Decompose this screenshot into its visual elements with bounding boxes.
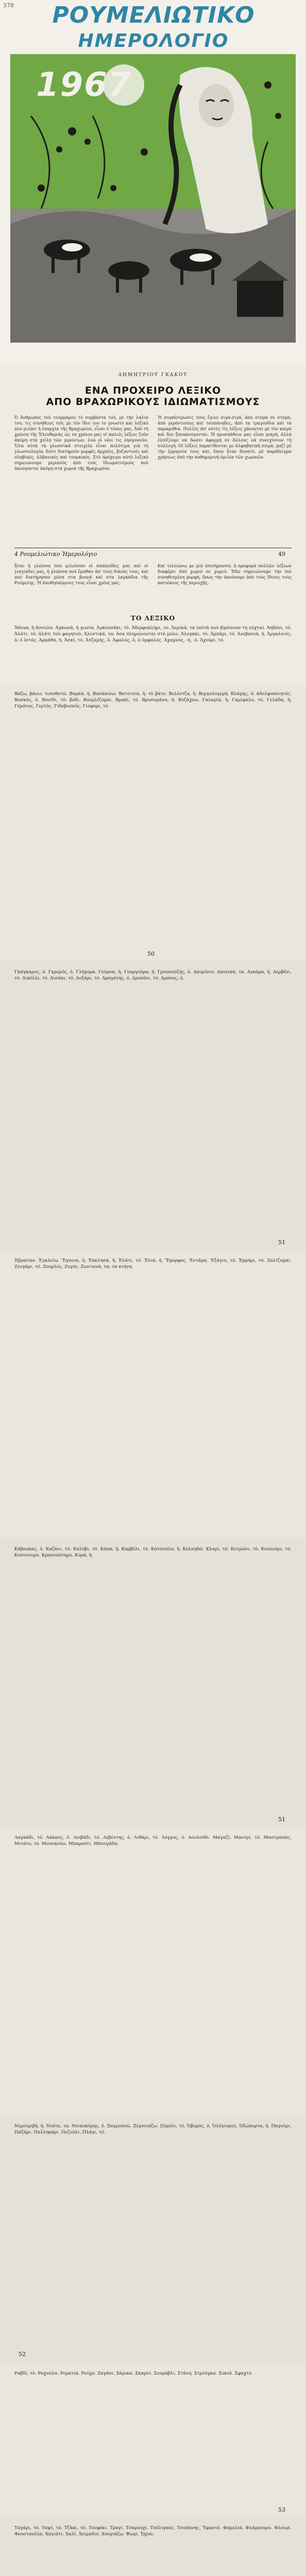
lexicon-entries-start: Ἄδουα, ἡ ἄσουλα. Ἀγκωνᾶ, ἡ γωνία. Ἀγκουσάκι, τὸ. Ἀδερφοκλήρι, το. Ἀερικά, τα (αὐτὰ πού βγαίνουν τη νύχτα). Ἀηδόνι, τό. Ἀλάτι, τό: ἀλάτι τοῦ φαγητοῦ. Ἀλεστικά, τα: ὅσα πληρώνονται στὸ μύλο. Ἀλογάκι, τό. Ἀμπάρι, τό. Ἀνεβασιά, ἡ. Ἀργαλειός, ὁ: ὁ ἱστός. Ἀρμάθα, ἡ. Ἀσκί, τό. Ἀτζαμής, ὁ. Ἀφαλός, ὁ, ὁ ὀμφαλός. Ἀχαμνός, -ή, -ό. Ἀχούρι, τό. (14, 625, 292, 643)
margin-number: 378 (3, 2, 14, 9)
running-head: 4 Ρουμελιώτικο Ἡμερολόγιο (14, 551, 97, 557)
lexicon-page-52b (0, 2115, 306, 2362)
article-opening-page (0, 363, 306, 683)
lexicon-entries: Κάβουκας, ὁ. Καζάνι, τό. Καλύβι, τό. Κάπα, ἡ. Καρβέλι, τό. Κατσούλα, ἡ. Κελαηδῶ. Κλαρί, τό. Κοτρώνι, τό. Κουλούρι, τό. Κούτσουρο. Κρασοπότηρο. Κυρά, ἡ. (14, 1547, 292, 1558)
text-column-right: Ἡ συγκέντρωσις τους ἔγινε σιγά-σιγά, ἀπὸ στόμα σε στόμα, ἀπὸ γερόντισσες καὶ τσοπάνηδες, ἀπὸ τα τραγούδια καὶ τὰ παραμύθια. Πολλές ἀπ' αὐτές τὶς λέξεις χάνονται μὲ τὸν καιρό καὶ δεν ξανακούγονται. Ἡ προσπάθεια μας εἶναι μικρή, ἀλλὰ ἐλπίζουμε νὰ δώσει ἀφορμή σε ἄλλους νὰ συνεχίσουν τὴ συλλογή. Οἱ λέξεις παρατίθενται με ἀλφαβητική σειρά, μαζί μὲ τὴν ἑρμηνεία τους καὶ, ὅπου ἦταν δυνατό, μὲ παράδειγμα χρήσεως ἀπὸ τὴν καθημερινή ὁμιλία τῶν χωρικῶν. (158, 415, 292, 460)
page-number: 51 (278, 1816, 285, 1823)
page-number: 50 (147, 951, 155, 957)
lexicon-entries: Ταγάρι, τό. Ταψί, τό. Τζάκι, τό. Τουφέκι. Τραγί. Τσαρούχι. Τσέλιγκας. Τσοπάνης. Ὑφαντό. Φαμελιά. Φλάμπουρο. Φλουρί. Φουστανέλα. Χαγιάτι. Χαλί. Χειμαδιό. Χουγιάζω. Ψωμί. Ὤχου. (14, 2526, 292, 2537)
lexicon-page-53a (0, 2362, 306, 2517)
lexicon-page-50 (0, 683, 306, 961)
lexicon-page-51b (0, 1249, 306, 1538)
article-title-line1: ΕΝΑ ΠΡΟΧΕΙΡΟ ΛΕΞΙΚΟ (84, 385, 222, 396)
lexicon-heading: ΤΟ ΛΕΞΙΚΟ (131, 615, 175, 622)
lexicon-page-52a (0, 1826, 306, 2115)
page-number: 53 (278, 2506, 285, 2513)
lexicon-entries: Λαγκάδι, τό. Λάκκος, ὁ. Λειβάδι, τό. Λεβέντης, ὁ. Λιθάρι, τό. Λόγγος, ὁ. Λουλούδι. Μαγαζί. Μαντρί, τό. Μαστραπάς. Μιτάτο, τό. Μουσκεύω. Μπαρούτι. Μπουγάδα. (14, 1835, 292, 1846)
lexicon-entries: Ραβδί, τό. Ραχούλα. Ρεματιά. Ρούχο. Σαγάνι. Σάρικα. Σκαμνί. Σουράβλι. Στάνη. Στρούγκα. Συκιά. Σφαχτό. (14, 2371, 253, 2376)
lexicon-page-51c (0, 1538, 306, 1826)
article-author: ΔΗΜΗΤΡΙΟΥ ΓΚΑΚΟΥ (118, 372, 188, 378)
lexicon-page-51a (0, 961, 306, 1249)
page-number: 49 (278, 551, 285, 557)
lexicon-entries: Ἑβραίικο. Ἐγκλείω. Ἔγνοια, ἡ. Ἐκκλησά, ἡ. Ἐλάτι, τό. Ἐλιά, ἡ. Ἔμορφος. Ἐντάμα. Ἐξάγιο, τό. Ἐρμάρι, τό. Ζαλίζομαι. Ζευγάρι, τό. Ζουρλός. Ζυγός. Ζωντανά, τα: τα κτήνη. (14, 1258, 292, 1269)
hut-shape (237, 281, 283, 317)
lexicon-entries: Γκάγκαρος, ὁ. Γκρεμός, ὁ. Γλήγορα. Γούρνα, ἡ. Γουργούρα, ἡ. Γρουσούζης, ὁ. Δαιμόνιο. Δανεικά, τα. Δεκάρα, ἡ. Δερβένι, τό. Δικέλλι, τό. Δισάκι, τό. Δοξάρι, τό. Δραγάτης, ὁ. Δρεπάνι, τό. Δρόσος, ὁ. (14, 970, 292, 981)
text-column-left-lower: ἦταν ἡ γλῶσσα πού μιλοῦσαν οἱ παπποῦδες μας καὶ οἱ γιαγιάδες μας, ἡ γλῶσσα πού ἔμαθαν ἀπ' τους δικούς τους, καὶ πού διατήρησαν μέσα στα βουνά καὶ στα λαγκάδια τῆς Ρούμελης. Ἡ ἀποθησαύρισις τους εἶναι χρέος μας. (14, 564, 148, 585)
calendar-cover (0, 0, 306, 363)
cover-year: 1967 (36, 66, 132, 104)
article-title (0, 385, 306, 408)
woman-face (199, 84, 234, 127)
cover-subtitle: ΗΜΕΡΟΛΟΓΙΟ (78, 30, 229, 52)
text-column-right-lower: Καὶ τελειώνω με μιὰ ἐπισήμανση: ἡ προφορά πολλῶν λέξεων διαφέρει ἀπὸ χωριό σε χωριό. Ἐδῶ σημειώνουμε τὴν πιὸ συνηθισμένη μορφή, ὅπως τὴν ἀκούσαμε ἀπὸ τοὺς ἴδιους τοὺς κατοίκους τῆς περιοχῆς. (158, 564, 292, 585)
page-number: 51 (278, 1239, 285, 1246)
lexicon-entries: Βάζω, βάνω: τοποθετῶ. Βαρκά, ἡ. Βασκαίνω. Βατσινιά, ἡ: τὸ βάτο. Βελέντζα, ἡ. Βεργολυγερή. Βλάμης, ὁ: ἀδελφοποιητός. Βοσκός, ὁ. Βουίδι, τό: βόδι. Βουρλίζομαι. Βρακί, τό. Βρυσομάνα, ἡ. Βυζάχνω. Γαλαρία, ἡ. Γαρίφαλο, τό. Γελάδα, ἡ. Γεμάτος. Γερτός. Γιδοβοσκός. Γιοφύρι, τό. (14, 691, 292, 709)
article-title-line2: ΑΠΟ ΒΡΑΧΩΡΙΚΟΥΣ ΙΔΙΩΜΑΤΙΣΜΟΥΣ (46, 396, 260, 408)
text-column-left: Ὁ ἄνθρωπος τοῦ τουρμάρου τὸ συμβάντα τοῦ, μὲ τὴν λαλιά του, τις συνήθειες τοῦ, με τὸν ἴδιο του το γνωστό και λεξικό που μιλάει ἡ ἐπαρχία τῆς Βραχωρίου, εἶναι ὁ τόπος μας. Ἀπὸ τὴ χρόνια τῆς Ἐλευθεριᾶς ὡς τα χρόνια μας οἱ παλιές λέξεις ζοῦν ἀκόμη στὰ χείλη τῶν γερόντων, ἐνῶ οἱ νέοι τις λησμονοῦν. Ὅλα αὐτά τὰ γλωσσικά στοιχεῖα εἶναι πολύτιμα γιὰ τὴ γλωσσολογία, διότι διατηροῦν μορφές ἀρχαῖες, βυζαντινές καὶ σλαβικές, ἀλβανικές καὶ τουρκικές. Στὸ πρόχειρο αὐτὸ λεξικό σημειώνουμε μερικούς ἀπὸ τοὺς ἰδιωματισμούς πού ἀκούγονται ἀκόμη στὰ χωριά τῆς Βραχωρίου. (14, 415, 148, 471)
page-number: 52 (19, 2351, 26, 2358)
lexicon-page-53b (0, 2517, 306, 2576)
cover-title: ΡΟΥΜΕΛΙΩΤΙΚΟ (52, 2, 255, 28)
lexicon-entries: Νεροτριβή, ἡ. Νιάτα, τα. Νοικοκύρης, ὁ. Ξαγρυπνῶ. Ξεγνοιάζω. Ξόμπλι, τό. Ὀβορός, ὁ. Ὁλόγιομος. Ὀξώπορτα, ἡ. Παγούρι. Παζάρι. Παλληκάρι. Πεζούλι. Πλάγι, τό. (14, 2124, 292, 2135)
